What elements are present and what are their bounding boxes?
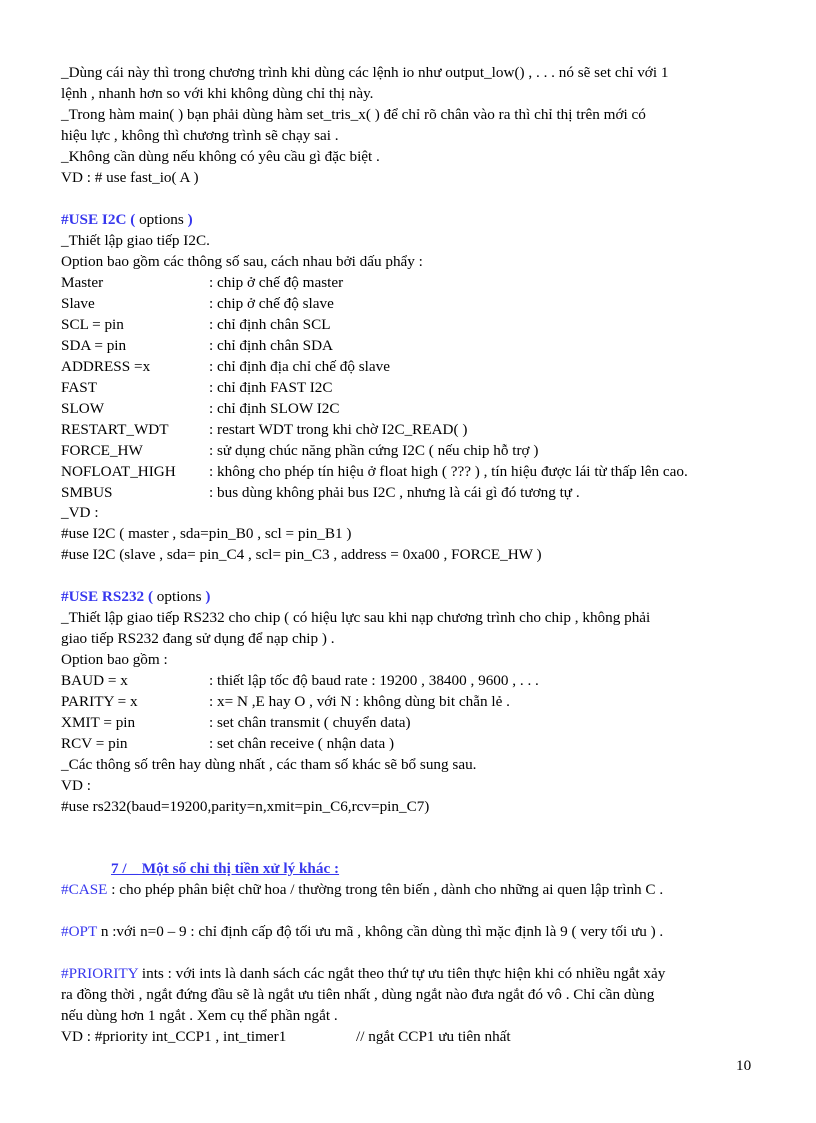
- case-keyword: #CASE: [61, 881, 108, 898]
- rs232-option-desc: : set chân receive ( nhận data ): [209, 735, 395, 752]
- priority-comment: // ngắt CCP1 ưu tiên nhất: [356, 1028, 511, 1045]
- i2c-option-row: [61, 379, 333, 397]
- i2c-option-desc: : không cho phép tín hiệu ở float high ( ??? ) , tín hiệu được lái từ thấp lên cao.: [209, 463, 688, 480]
- i2c-option-name: SMBUS: [61, 484, 113, 501]
- intro-line-2: lệnh , nhanh hơn so với khi không dùng chỉ thị này.: [61, 85, 374, 102]
- page-number: 10: [736, 1057, 752, 1074]
- i2c-option-row: [61, 421, 468, 439]
- rs232-option-desc: : set chân transmit ( chuyển data): [209, 714, 411, 731]
- i2c-option-row: [61, 442, 539, 460]
- intro-line-3: _Trong hàm main( ) bạn phải dùng hàm set_tris_x( ) để chỉ rõ chân vào ra thì chỉ thị trên mới có: [61, 106, 646, 123]
- case-directive: #CASE : cho phép phân biệt chữ hoa / thường trong tên biến , dành cho những ai quen lập trình C .: [61, 881, 664, 898]
- i2c-option-name: Master: [61, 274, 104, 291]
- opt-directive: #OPT n :với n=0 – 9 : chỉ định cấp độ tối ưu mã , không cần dùng thì mặc định là 9 ( very tối ưu ) .: [61, 923, 664, 940]
- i2c-option-name: NOFLOAT_HIGH: [61, 463, 176, 480]
- rs232-options-word: options: [156, 588, 202, 605]
- priority-line-2: ra đồng thời , ngắt đứng đầu sẽ là ngắt ưu tiên nhất , dùng ngắt nào đưa ngắt đó vô . Chỉ cần dùng: [61, 986, 655, 1003]
- i2c-option-row: [61, 337, 334, 355]
- i2c-option-desc: : chỉ định địa chỉ chế độ slave: [209, 358, 390, 375]
- i2c-option-desc: : bus dùng không phải bus I2C , nhưng là cái gì đó tương tự .: [209, 484, 580, 501]
- rs232-option-row: [61, 714, 411, 732]
- rs232-keyword: #USE RS232: [61, 588, 145, 605]
- rs232-heading: #USE RS232 ( options ): [61, 588, 211, 605]
- i2c-option-row: [61, 295, 334, 313]
- i2c-example-1: #use I2C ( master , sda=pin_B0 , scl = pin_B1 ): [61, 525, 352, 542]
- i2c-option-name: RESTART_WDT: [61, 421, 169, 438]
- i2c-option-name: SLOW: [61, 400, 105, 417]
- priority-directive: #PRIORITY ints : với ints là danh sách các ngắt theo thứ tự ưu tiên thực hiện khi có nhiều ngắt xảy: [61, 965, 666, 982]
- i2c-option-desc: : sử dụng chúc năng phần cứng I2C ( nếu chip hỗ trợ ): [209, 442, 539, 459]
- intro-line-4: hiệu lực , không thì chương trình sẽ chạy sai .: [61, 127, 339, 144]
- i2c-heading: #USE I2C ( options ): [61, 211, 193, 228]
- rs232-option-name: BAUD = x: [61, 672, 128, 689]
- intro-line-1: _Dùng cái này thì trong chương trình khi dùng các lệnh io như output_low() , . . . nó sẽ set chỉ với 1: [61, 64, 669, 81]
- i2c-option-name: FAST: [61, 379, 98, 396]
- i2c-option-name: SCL = pin: [61, 316, 124, 333]
- priority-keyword: #PRIORITY: [61, 965, 139, 982]
- i2c-option-row: [61, 316, 331, 334]
- i2c-option-name: ADDRESS =x: [61, 358, 151, 375]
- rs232-example: #use rs232(baud=19200,parity=n,xmit=pin_C6,rcv=pin_C7): [61, 798, 430, 815]
- rs232-vd-label: VD :: [61, 777, 91, 794]
- rs232-option-name: PARITY = x: [61, 693, 138, 710]
- priority-line-3: nếu dùng hơn 1 ngắt . Xem cụ thể phần ngắt .: [61, 1007, 338, 1024]
- rs232-description-2: giao tiếp RS232 đang sử dụng để nạp chip ) .: [61, 630, 335, 647]
- i2c-options-word: options: [139, 211, 184, 228]
- i2c-option-desc: : chip ở chế độ slave: [209, 295, 334, 312]
- section-7-heading: 7 / _ Một số chỉ thị tiền xử lý khác :: [111, 860, 340, 877]
- rs232-option-desc: : x= N ,E hay O , với N : không dùng bit chẵn lẻ .: [209, 693, 510, 710]
- rs232-option-desc: : thiết lập tốc độ baud rate : 19200 , 38400 , 9600 , . . .: [209, 672, 539, 689]
- i2c-option-row: [61, 274, 344, 292]
- intro-line-5: _Không cần dùng nếu không có yêu cầu gì đặc biệt .: [61, 148, 380, 165]
- i2c-description: _Thiết lập giao tiếp I2C.: [61, 232, 210, 249]
- rs232-description-1: _Thiết lập giao tiếp RS232 cho chip ( có hiệu lực sau khi nạp chương trình cho chip , không phải: [61, 609, 651, 626]
- i2c-example-2: #use I2C (slave , sda= pin_C4 , scl= pin_C3 , address = 0xa00 , FORCE_HW ): [61, 546, 542, 563]
- i2c-option-desc: : chỉ định SLOW I2C: [209, 400, 340, 417]
- opt-keyword: #OPT: [61, 923, 98, 940]
- i2c-option-row: [61, 400, 340, 418]
- i2c-keyword: #USE I2C: [61, 211, 127, 228]
- i2c-option-row: [61, 484, 580, 502]
- rs232-option-row: [61, 693, 510, 711]
- i2c-option-name: Slave: [61, 295, 95, 312]
- rs232-option-name: XMIT = pin: [61, 714, 136, 731]
- i2c-option-desc: : restart WDT trong khi chờ I2C_READ( ): [209, 421, 468, 438]
- i2c-options-intro: Option bao gồm các thông số sau, cách nhau bởi dấu phẩy :: [61, 253, 423, 270]
- i2c-option-desc: : chip ở chế độ master: [209, 274, 344, 291]
- rs232-option-row: [61, 735, 395, 753]
- rs232-options-intro: Option bao gồm :: [61, 651, 168, 668]
- i2c-option-row: [61, 358, 390, 376]
- i2c-option-desc: : chỉ định chân SDA: [209, 337, 334, 354]
- i2c-option-desc: : chỉ định chân SCL: [209, 316, 331, 333]
- i2c-option-name: SDA = pin: [61, 337, 127, 354]
- i2c-option-desc: : chỉ định FAST I2C: [209, 379, 333, 396]
- rs232-note: _Các thông số trên hay dùng nhất , các tham số khác sẽ bổ sung sau.: [61, 756, 477, 773]
- priority-example: VD : #priority int_CCP1 , int_timer1 // ngắt CCP1 ưu tiên nhất: [61, 1028, 511, 1045]
- i2c-option-row: [61, 463, 688, 481]
- i2c-option-name: FORCE_HW: [61, 442, 143, 459]
- i2c-vd-label: _VD :: [61, 504, 99, 521]
- intro-example: VD : # use fast_io( A ): [61, 169, 199, 186]
- rs232-option-row: [61, 672, 539, 690]
- rs232-option-name: RCV = pin: [61, 735, 128, 752]
